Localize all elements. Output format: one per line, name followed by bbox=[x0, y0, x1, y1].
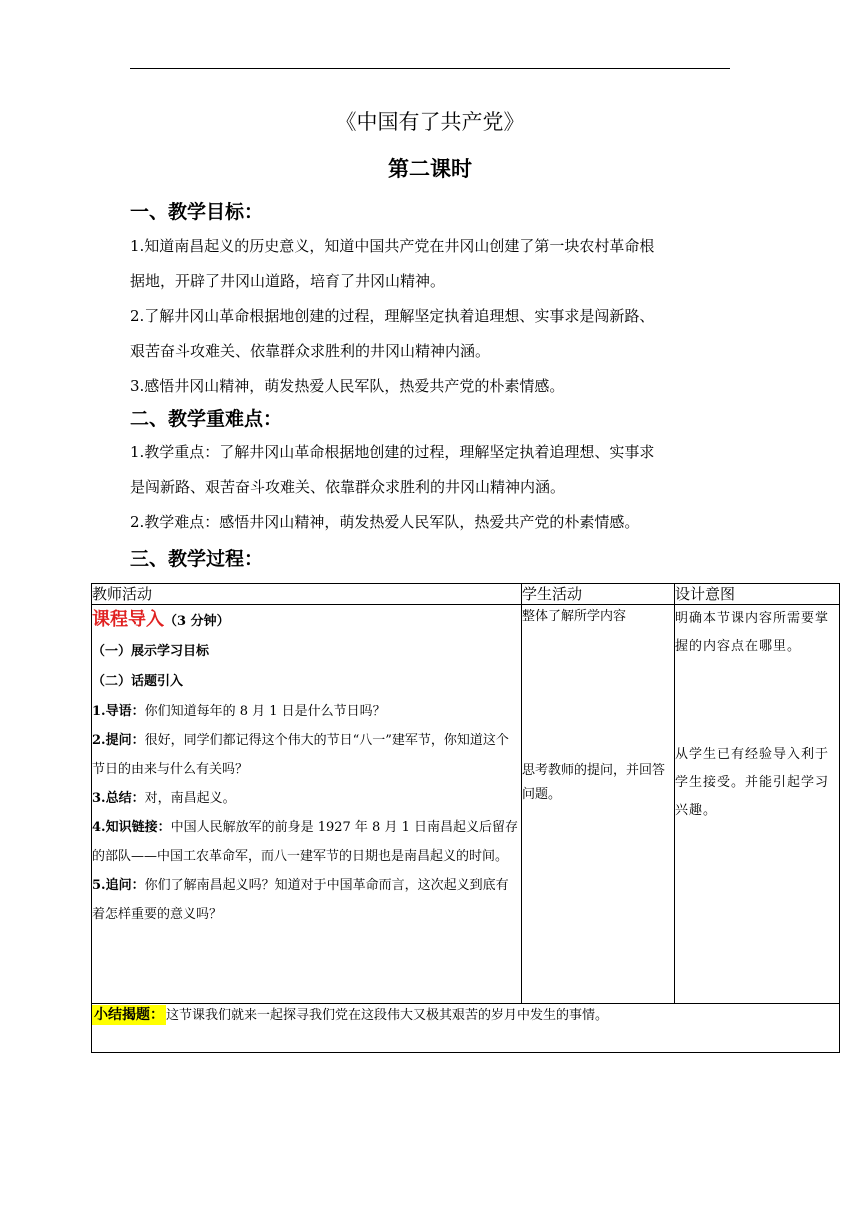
summary-cell bbox=[92, 1004, 840, 1053]
item-label: 2.提问： bbox=[92, 733, 145, 748]
item-text: 你们了解南昌起义吗？知道对于中国革命而言，这次起义到底有着怎样重要的意义吗？ bbox=[92, 878, 509, 922]
design-intent-cell bbox=[675, 605, 840, 1004]
design-intent-2: 从学生已有经验导入利于学生接受。并能引起学习兴趣。 bbox=[675, 747, 830, 818]
header-rule bbox=[130, 68, 730, 69]
student-activity-2: 思考教师的提问，并回答问题。 bbox=[522, 763, 666, 802]
item-label: 1.导语： bbox=[92, 704, 145, 719]
intro-time: （3 分钟） bbox=[164, 614, 230, 629]
list-item bbox=[92, 813, 521, 871]
section-heading-goals: 一、教学目标： bbox=[130, 201, 264, 223]
item-label: 3.总结： bbox=[92, 791, 145, 806]
subheading-topic: （二）话题引入 bbox=[92, 674, 184, 689]
header-design-intent: 设计意图 bbox=[675, 584, 840, 605]
summary-label: 小结揭题： bbox=[94, 1007, 164, 1023]
item-label: 4.知识链接： bbox=[92, 820, 171, 835]
list-item bbox=[92, 697, 521, 726]
table-row bbox=[92, 605, 840, 1004]
keypoints-line: 1.教学重点：了解井冈山革命根据地创建的过程，理解坚定执着追理想、实事求 bbox=[130, 443, 655, 461]
keypoints-text bbox=[130, 435, 734, 540]
goals-line: 1.知道南昌起义的历史意义，知道中国共产党在井冈山创建了第一块农村革命根 bbox=[130, 237, 655, 255]
list-item bbox=[92, 784, 521, 813]
list-item bbox=[92, 726, 521, 784]
doc-subtitle: 第二课时 bbox=[388, 156, 472, 181]
goals-line: 3.感悟井冈山精神，萌发热爱人民军队，热爱共产党的朴素情感。 bbox=[130, 377, 565, 395]
goals-text bbox=[130, 229, 734, 404]
lesson-table bbox=[91, 583, 840, 1053]
keypoints-line: 是闯新路、艰苦奋斗攻难关、依靠群众求胜利的井冈山精神内涵。 bbox=[130, 478, 566, 496]
header-teacher-activity: 教师活动 bbox=[92, 584, 522, 605]
section-heading-keypoints: 二、教学重难点： bbox=[130, 408, 283, 430]
teacher-activity-cell bbox=[92, 605, 522, 1004]
item-text: 对，南昌起义。 bbox=[144, 791, 236, 806]
list-item bbox=[92, 871, 521, 929]
keypoints-line: 2.教学难点：感悟井冈山精神，萌发热爱人民军队，热爱共产党的朴素情感。 bbox=[130, 513, 640, 531]
table-header-row bbox=[92, 584, 840, 605]
intro-title: 课程导入 bbox=[92, 609, 164, 630]
section-heading-process: 三、教学过程： bbox=[130, 548, 264, 570]
item-text: 中国人民解放军的前身是 1927 年 8 月 1 日南昌起义后留存的部队——中国工农革命军，而八一建军节的日期也是南昌起义的时间。 bbox=[92, 820, 518, 864]
design-intent-1: 明确本节课内容所需要掌握的内容点在哪里。 bbox=[675, 611, 830, 654]
summary-row bbox=[92, 1004, 840, 1053]
student-activity-1: 整体了解所学内容 bbox=[522, 609, 627, 624]
summary-text: 这节课我们就来一起探寻我们党在这段伟大又极其艰苦的岁月中发生的事情。 bbox=[166, 1008, 609, 1023]
goals-line: 据地，开辟了井冈山道路，培育了井冈山精神。 bbox=[130, 272, 446, 290]
item-text: 很好，同学们都记得这个伟大的节日“八一”建军节，你知道这个节日的由来与什么有关吗？ bbox=[92, 733, 509, 777]
goals-line: 艰苦奋斗攻难关、依靠群众求胜利的井冈山精神内涵。 bbox=[130, 342, 491, 360]
item-label: 5.追问： bbox=[92, 878, 145, 893]
goals-line: 2.了解井冈山革命根据地创建的过程，理解坚定执着追理想、实事求是闯新路、 bbox=[130, 307, 655, 325]
doc-title: 《中国有了共产党》 bbox=[335, 110, 525, 134]
student-activity-cell bbox=[522, 605, 675, 1004]
item-text: 你们知道每年的 8 月 1 日是什么节日吗？ bbox=[144, 704, 386, 719]
subheading-goals: （一）展示学习目标 bbox=[92, 644, 210, 659]
header-student-activity: 学生活动 bbox=[522, 584, 675, 605]
